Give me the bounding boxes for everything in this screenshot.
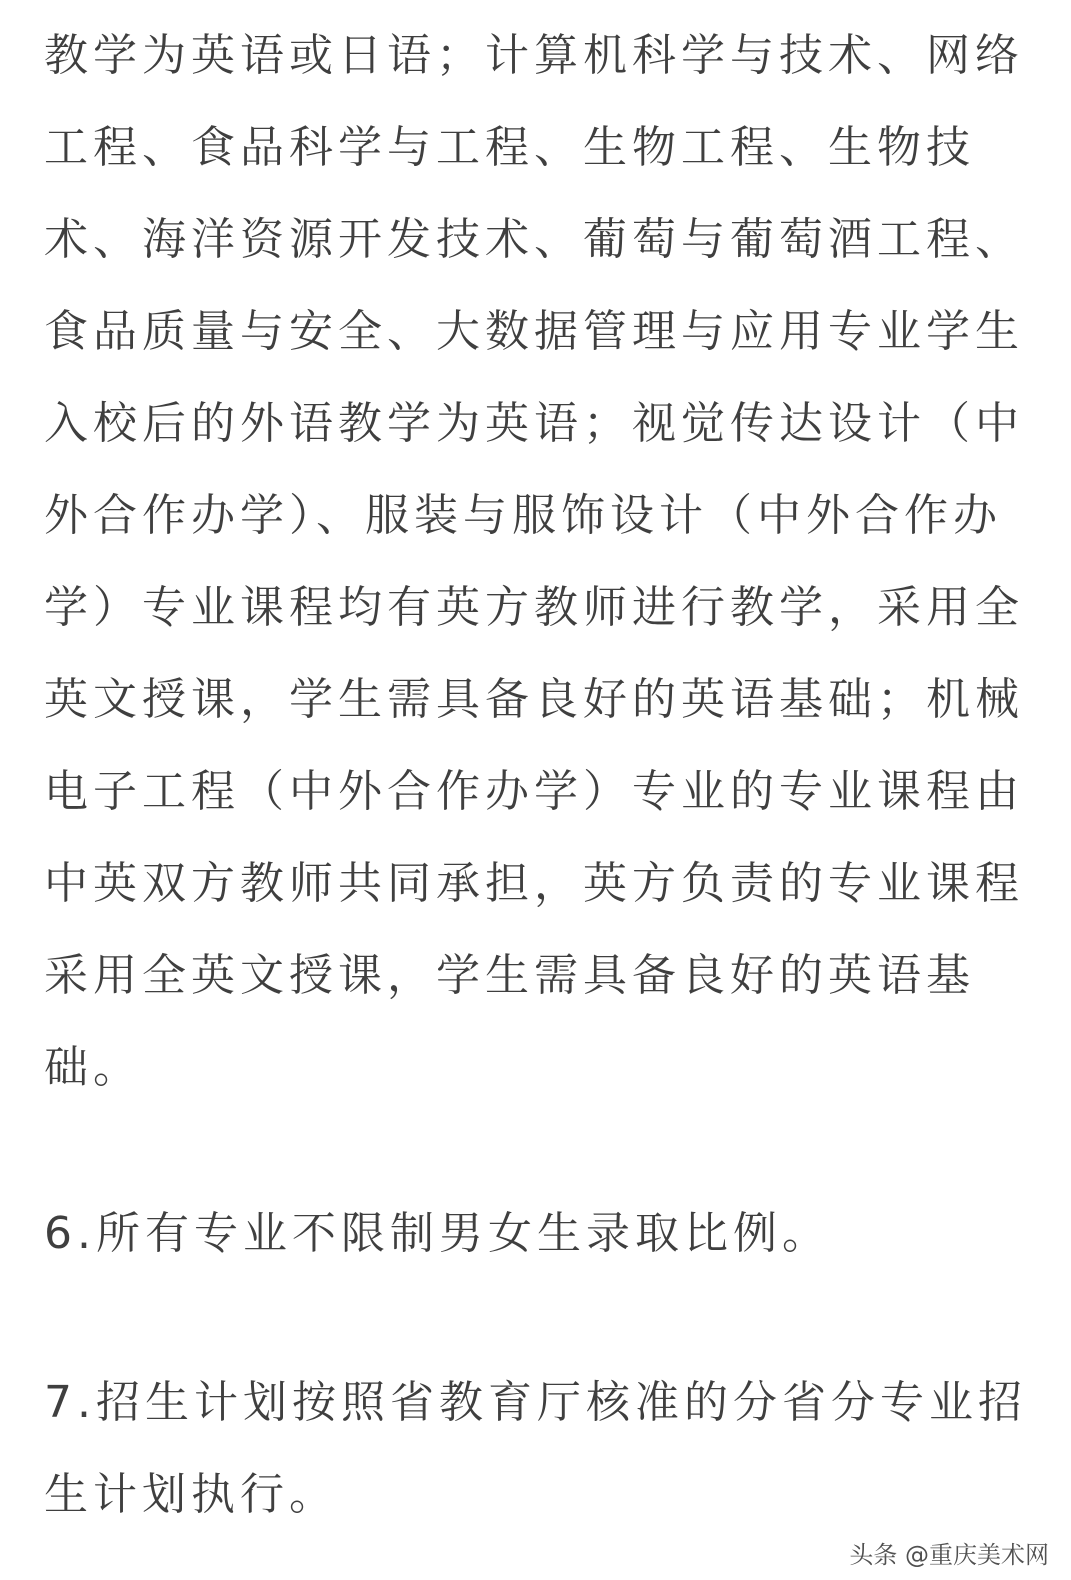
text-line: 术、海洋资源开发技术、葡萄与葡萄酒工程、 <box>44 214 1024 265</box>
text-line: 7.招生计划按照省教育厅核准的分省分专业招 <box>44 1377 1027 1428</box>
text-line: 英文授课，学生需具备良好的英语基础；机械 <box>44 674 1024 725</box>
toutiao-watermark: 头条 @重庆美术网 <box>849 1541 1049 1569</box>
text-line: 学）专业课程均有英方教师进行教学，采用全 <box>44 582 1024 633</box>
text-line: 教学为英语或日语；计算机科学与技术、网络 <box>44 30 1024 81</box>
text-line: 中英双方教师共同承担，英方负责的专业课程 <box>44 858 1024 909</box>
text-line: 电子工程（中外合作办学）专业的专业课程由 <box>44 766 1024 817</box>
text-line: 入校后的外语教学为英语；视觉传达设计（中 <box>44 398 1024 449</box>
text-line: 采用全英文授课，学生需具备良好的英语基 <box>44 950 975 1001</box>
text-line: 食品质量与安全、大数据管理与应用专业学生 <box>44 306 1024 357</box>
text-line: 础。 <box>44 1042 142 1093</box>
text-line: 6.所有专业不限制男女生录取比例。 <box>44 1208 831 1259</box>
text-line: 生计划执行。 <box>44 1469 338 1520</box>
text-line: 工程、食品科学与工程、生物工程、生物技 <box>44 122 975 173</box>
text-line: 外合作办学）、服装与服饰设计（中外合作办 <box>44 490 1002 541</box>
